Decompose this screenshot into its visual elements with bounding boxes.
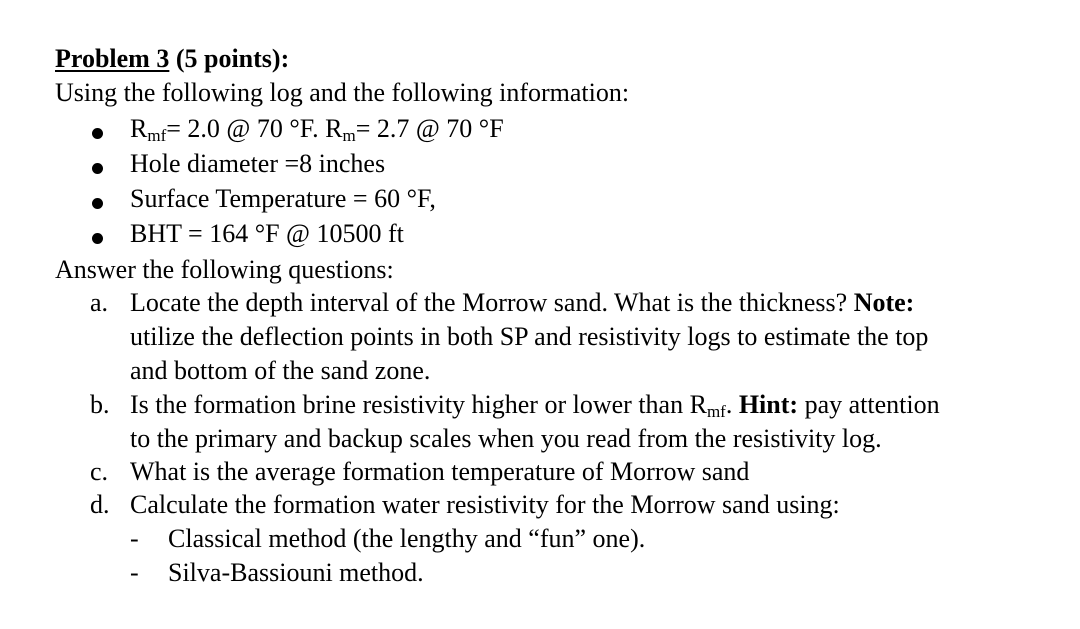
question-a-line2: utilize the deflection points in both SP and resistivity logs to estimate the top xyxy=(130,322,929,351)
question-a-line1: Locate the depth interval of the Morrow sand. What is the thickness? Note: xyxy=(130,288,915,317)
bullet-hole-diameter: Hole diameter =8 inches xyxy=(130,149,386,178)
question-c-line1: What is the average formation temperature of Morrow sand xyxy=(130,457,750,486)
question-a-line3: and bottom of the sand zone. xyxy=(130,356,431,385)
problem-number: Problem 3 xyxy=(55,44,170,73)
question-b-line2: to the primary and backup scales when you read from the resistivity log. xyxy=(130,424,882,453)
method-silva-bassiouni: Silva-Bassiouni method. xyxy=(168,558,424,587)
bullet-icon xyxy=(92,198,103,209)
bullet-bht: BHT = 164 °F @ 10500 ft xyxy=(130,219,404,248)
bullet-icon xyxy=(92,128,103,139)
question-c-label: c. xyxy=(90,457,109,486)
answer-heading: Answer the following questions: xyxy=(55,255,394,284)
method-classical: Classical method (the lengthy and “fun” one). xyxy=(168,524,646,553)
dash-marker: - xyxy=(130,524,139,553)
intro-text: Using the following log and the following information: xyxy=(55,78,630,107)
question-d-label: d. xyxy=(90,490,110,519)
bullet-resistivity: $R_{mf}= 2.0$ @ 70 °F. $R_m= 2.7$ @ 70 °F xyxy=(130,114,504,145)
question-a-label: a. xyxy=(90,288,109,317)
question-d-line1: Calculate the formation water resistivity for the Morrow sand using: xyxy=(130,490,840,519)
bullet-surface-temperature: Surface Temperature = 60 °F, xyxy=(130,184,436,213)
dash-marker: - xyxy=(130,558,139,587)
question-b-line1: Is the formation brine resistivity higher or lower than $R_{mf}$. Hint: pay attention xyxy=(130,390,940,421)
bullet-icon xyxy=(92,163,103,174)
problem-points: (5 points): xyxy=(169,44,290,73)
problem-title xyxy=(55,42,289,76)
bullet-icon xyxy=(92,233,103,244)
question-b-label: b. xyxy=(90,390,110,419)
